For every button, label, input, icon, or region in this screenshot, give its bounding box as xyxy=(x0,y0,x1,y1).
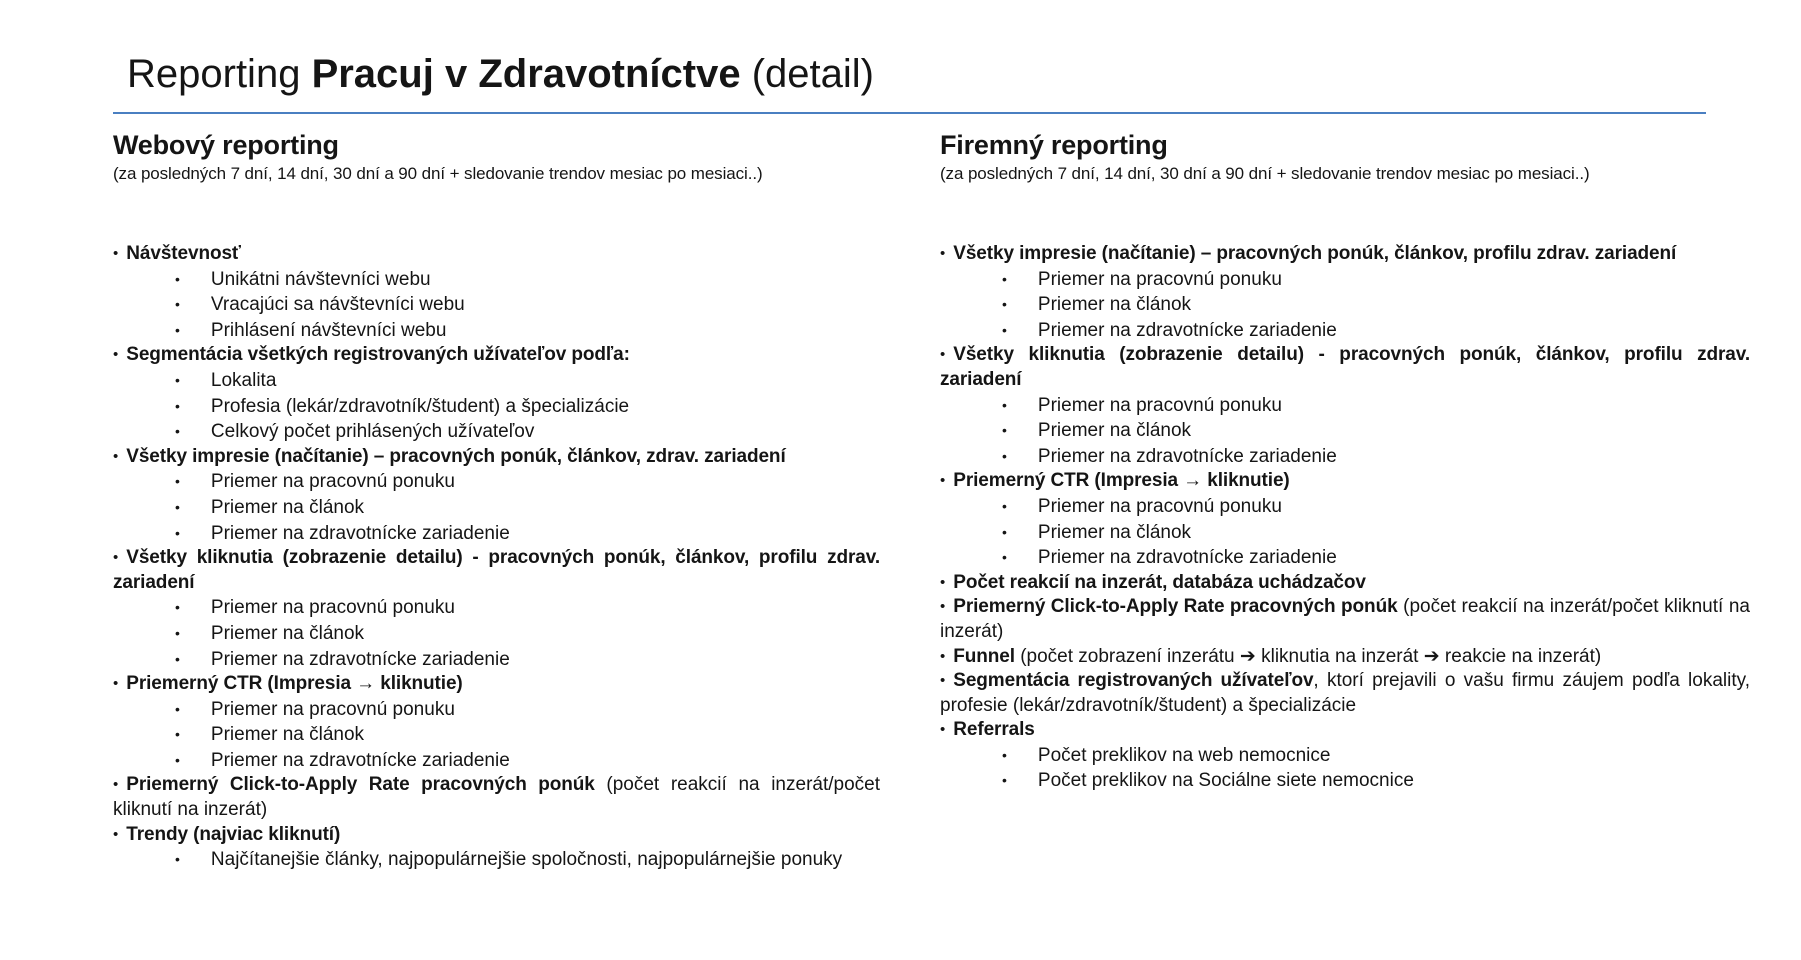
sub-bullet-text: Priemer na pracovnú ponuku xyxy=(210,597,455,619)
bullet-icon: • xyxy=(113,245,119,262)
sub-bullet-item xyxy=(940,520,1750,546)
bullet-bold-text: Trendy (najviac kliknutí) xyxy=(126,823,341,845)
bullet-bold-text: Priemerný CTR (Impresia → kliknutie) xyxy=(126,673,463,695)
sub-bullet-item xyxy=(113,394,880,420)
sub-bullet-item xyxy=(113,722,880,748)
bullet-icon: • xyxy=(1002,296,1007,313)
bullet-icon: • xyxy=(175,650,180,667)
bullet-icon: • xyxy=(1002,523,1007,540)
sub-bullet-item xyxy=(940,318,1750,344)
page-title xyxy=(127,52,1801,97)
column-subtitle: (za posledných 7 dní, 14 dní, 30 dní a 90 dní + sledovanie trendov mesiac po mesiaci..) xyxy=(113,164,763,183)
company-reporting-column xyxy=(940,130,1750,873)
sub-bullet-item xyxy=(113,495,880,521)
sub-bullet-item xyxy=(113,469,880,495)
bullet-item xyxy=(940,469,1750,494)
sub-bullet-item xyxy=(940,444,1750,470)
bullet-item xyxy=(113,773,880,822)
bullet-icon: • xyxy=(175,498,180,515)
sub-bullet-text: Priemer na pracovnú ponuku xyxy=(210,471,455,493)
sub-bullet-text: Priemer na zdravotnícke zariadenie xyxy=(1037,547,1337,569)
bullet-icon: • xyxy=(1002,396,1007,413)
bullet-icon: • xyxy=(940,647,946,665)
bullet-item xyxy=(113,672,880,697)
column-heading: Firemný reporting xyxy=(940,130,1168,160)
sub-bullet-item xyxy=(113,521,880,547)
bullet-icon: • xyxy=(175,851,180,868)
bullet-icon: • xyxy=(175,296,180,313)
sub-bullet-item xyxy=(940,494,1750,520)
bullet-list xyxy=(940,242,1750,794)
sub-bullet-item xyxy=(113,697,880,723)
title-suffix: (detail) xyxy=(740,52,874,96)
sub-bullet-item xyxy=(940,267,1750,293)
bullet-bold-text: Počet reakcií na inzerát, databáza uchádzačov xyxy=(953,571,1366,593)
sub-bullet-text: Priemer na článok xyxy=(210,622,365,644)
sub-bullet-text: Priemer na zdravotnícke zariadenie xyxy=(1037,319,1337,341)
sub-bullet-item xyxy=(113,647,880,673)
bullet-icon: • xyxy=(1002,746,1007,763)
bullet-bold-text: Funnel xyxy=(953,645,1015,667)
bullet-item xyxy=(940,343,1750,392)
bullet-item xyxy=(113,546,880,595)
bullet-icon: • xyxy=(113,549,119,567)
sub-bullet-item xyxy=(113,292,880,318)
bullet-list xyxy=(113,242,880,873)
sub-bullet-item xyxy=(113,595,880,621)
column-heading: Webový reporting xyxy=(113,130,339,160)
bullet-item xyxy=(113,343,880,368)
bullet-icon: • xyxy=(1002,447,1007,464)
sub-bullet-text: Vracajúci sa návštevníci webu xyxy=(210,294,465,316)
bullet-item xyxy=(940,718,1750,743)
bullet-bold-text: Referrals xyxy=(953,719,1035,741)
bullet-icon: • xyxy=(1002,422,1007,439)
columns-container xyxy=(113,130,1801,873)
bullet-item xyxy=(940,571,1750,596)
sub-bullet-item xyxy=(113,847,880,873)
bullet-icon: • xyxy=(175,423,180,440)
sub-bullet-text: Priemer na zdravotnícke zariadenie xyxy=(210,648,510,670)
sub-bullet-item xyxy=(940,768,1750,794)
bullet-bold-text: Všetky impresie (načítanie) – pracovných ponúk, článkov, zdrav. zariadení xyxy=(126,445,786,467)
bullet-icon: • xyxy=(175,751,180,768)
sub-bullet-text: Počet preklikov na Sociálne siete nemocnice xyxy=(1037,770,1414,792)
column-subtitle: (za posledných 7 dní, 14 dní, 30 dní a 90 dní + sledovanie trendov mesiac po mesiaci..) xyxy=(940,164,1590,183)
bullet-icon: • xyxy=(940,672,946,690)
title-emphasis: Pracuj v Zdravotníctve xyxy=(311,52,741,96)
bullet-icon: • xyxy=(1002,497,1007,514)
bullet-icon: • xyxy=(113,675,119,693)
bullet-item xyxy=(940,242,1750,267)
bullet-regular-text: (počet zobrazení inzerátu ➔ kliknutia na inzerát ➔ reakcie na inzerát) xyxy=(1014,645,1602,667)
sub-bullet-text: Celkový počet prihlásených užívateľov xyxy=(210,421,535,443)
sub-bullet-text: Počet preklikov na web nemocnice xyxy=(1037,744,1331,766)
bullet-icon: • xyxy=(940,472,946,490)
sub-bullet-text: Priemer na pracovnú ponuku xyxy=(1037,495,1282,517)
bullet-item xyxy=(940,669,1750,718)
sub-bullet-item xyxy=(113,368,880,394)
bullet-icon: • xyxy=(940,346,946,364)
bullet-icon: • xyxy=(175,624,180,641)
bullet-icon: • xyxy=(113,825,119,843)
bullet-bold-text: Návštevnosť xyxy=(126,243,241,264)
sub-bullet-text: Lokalita xyxy=(210,369,277,391)
bullet-icon: • xyxy=(175,397,180,414)
sub-bullet-item xyxy=(113,318,880,344)
bullet-icon: • xyxy=(1002,772,1007,789)
bullet-regular-text: (počet reakcií na inzerát/počet kliknutí na inzerát) xyxy=(113,774,880,821)
sub-bullet-item xyxy=(113,621,880,647)
bullet-bold-text: Všetky kliknutia (zobrazenie detailu) - pracovných ponúk, článkov, profilu zdrav. zariadení xyxy=(113,547,880,593)
sub-bullet-text: Priemer na článok xyxy=(1037,420,1192,442)
bullet-item xyxy=(113,445,880,470)
title-divider xyxy=(113,112,1706,114)
sub-bullet-text: Prihlásení návštevníci webu xyxy=(210,319,447,341)
sub-bullet-item xyxy=(940,545,1750,571)
bullet-bold-text: Všetky impresie (načítanie) – pracovných ponúk, článkov, profilu zdrav. zariadení xyxy=(953,243,1677,264)
sub-bullet-item xyxy=(113,267,880,293)
bullet-icon: • xyxy=(940,721,946,739)
bullet-icon: • xyxy=(175,371,180,388)
bullet-icon: • xyxy=(940,573,946,591)
bullet-icon: • xyxy=(113,447,119,465)
bullet-icon: • xyxy=(113,346,119,364)
bullet-bold-text: Priemerný Click-to-Apply Rate pracovných ponúk xyxy=(953,596,1398,618)
bullet-bold-text: Všetky kliknutia (zobrazenie detailu) - pracovných ponúk, článkov, profilu zdrav. zariadení xyxy=(940,344,1750,390)
bullet-icon: • xyxy=(175,473,180,490)
sub-bullet-item xyxy=(940,292,1750,318)
bullet-icon: • xyxy=(175,321,180,338)
web-reporting-column xyxy=(113,130,880,873)
bullet-icon: • xyxy=(175,599,180,616)
bullet-item xyxy=(113,823,880,848)
bullet-bold-text: Segmentácia registrovaných užívateľov xyxy=(953,670,1314,692)
title-prefix: Reporting xyxy=(127,52,312,96)
sub-bullet-text: Priemer na zdravotnícke zariadenie xyxy=(210,749,510,771)
bullet-regular-text: (počet reakcií na inzerát/počet kliknutí na inzerát) xyxy=(940,596,1750,642)
bullet-icon: • xyxy=(175,270,180,287)
bullet-icon: • xyxy=(113,776,119,794)
bullet-item xyxy=(940,645,1750,670)
bullet-regular-text: , ktorí prejavili o vašu firmu záujem podľa lokality, profesie (lekár/zdravotník/študent) a špecializácie xyxy=(940,670,1751,716)
bullet-item xyxy=(113,242,880,267)
sub-bullet-text: Unikátni návštevníci webu xyxy=(210,268,431,290)
bullet-icon: • xyxy=(940,245,946,262)
bullet-icon: • xyxy=(175,726,180,743)
sub-bullet-text: Priemer na článok xyxy=(210,724,365,746)
sub-bullet-item xyxy=(940,418,1750,444)
sub-bullet-text: Najčítanejšie články, najpopulárnejšie spoločnosti, najpopulárnejšie ponuky xyxy=(210,849,843,871)
bullet-bold-text: Priemerný CTR (Impresia → kliknutie) xyxy=(953,470,1290,492)
sub-bullet-text: Priemer na článok xyxy=(210,496,365,518)
bullet-icon: • xyxy=(175,524,180,541)
sub-bullet-text: Priemer na pracovnú ponuku xyxy=(1037,394,1282,416)
sub-bullet-item xyxy=(113,419,880,445)
sub-bullet-text: Priemer na pracovnú ponuku xyxy=(210,698,455,720)
bullet-icon: • xyxy=(175,700,180,717)
sub-bullet-text: Profesia (lekár/zdravotník/študent) a špecializácie xyxy=(210,395,630,417)
sub-bullet-item xyxy=(940,743,1750,769)
bullet-icon: • xyxy=(940,598,946,616)
bullet-bold-text: Segmentácia všetkých registrovaných užívateľov podľa: xyxy=(126,344,630,366)
sub-bullet-text: Priemer na pracovnú ponuku xyxy=(1037,268,1282,290)
bullet-item xyxy=(940,595,1750,644)
bullet-icon: • xyxy=(1002,270,1007,287)
sub-bullet-text: Priemer na zdravotnícke zariadenie xyxy=(1037,445,1337,467)
bullet-icon: • xyxy=(1002,321,1007,338)
sub-bullet-text: Priemer na článok xyxy=(1037,294,1192,316)
bullet-icon: • xyxy=(1002,549,1007,566)
sub-bullet-text: Priemer na článok xyxy=(1037,521,1192,543)
sub-bullet-item xyxy=(940,393,1750,419)
sub-bullet-item xyxy=(113,748,880,774)
sub-bullet-text: Priemer na zdravotnícke zariadenie xyxy=(210,522,510,544)
bullet-bold-text: Priemerný Click-to-Apply Rate pracovných ponúk xyxy=(126,774,595,796)
